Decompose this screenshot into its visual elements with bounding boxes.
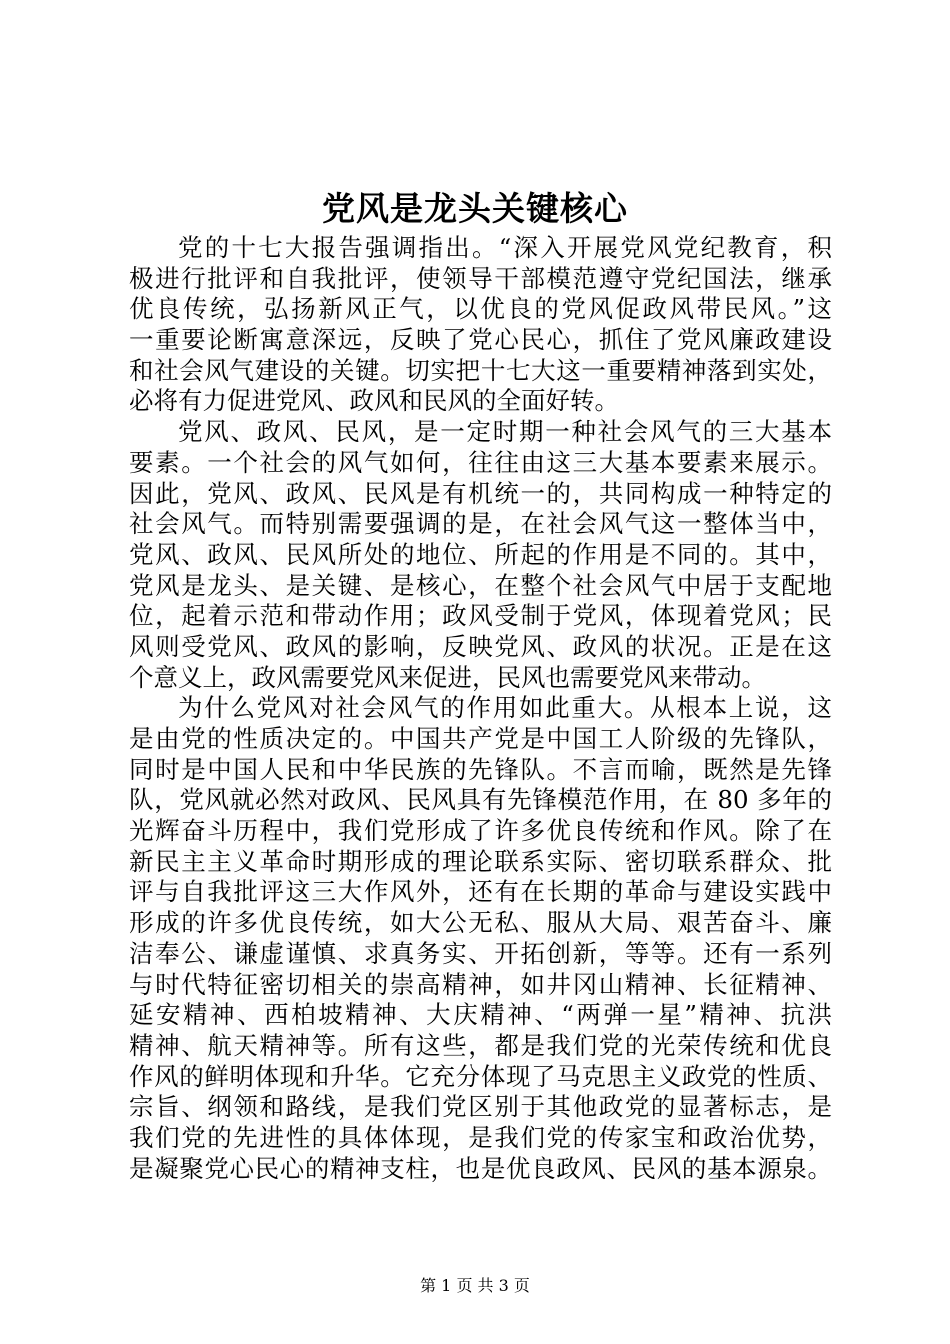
text-line: 一重要论断寓意深远，反映了党心民心，抓住了党风廉政建设 bbox=[129, 325, 832, 355]
text-line: 优良传统，弘扬新风正气，以优良的党风促政风带民风。”这 bbox=[129, 294, 832, 324]
text-line: 作风的鲜明体现和升华。它充分体现了马克思主义政党的性质、 bbox=[129, 1061, 832, 1091]
text-line: 延安精神、西柏坡精神、大庆精神、“两弹一星”精神、抗洪 bbox=[129, 1000, 832, 1030]
text-line: 个意义上，政风需要党风来促进，民风也需要党风来带动。 bbox=[129, 662, 766, 692]
text-line: 党风是龙头、是关键、是核心，在整个社会风气中居于支配地 bbox=[129, 570, 832, 600]
text-line: 是凝聚党心民心的精神支柱，也是优良政风、民风的基本源泉。 bbox=[129, 1153, 832, 1183]
text-line: 我们党的先进性的具体体现，是我们党的传家宝和政治优势， bbox=[129, 1122, 832, 1152]
text-line: 党风、政风、民风所处的地位、所起的作用是不同的。其中， bbox=[129, 539, 832, 569]
text-line: 是由党的性质决定的。中国共产党是中国工人阶级的先锋队， bbox=[129, 724, 832, 753]
text-line: 新民主主义革命时期形成的理论联系实际、密切联系群众、批 bbox=[129, 846, 832, 876]
text-line: 要素。一个社会的风气如何，往往由这三大基本要素来展示。 bbox=[129, 447, 832, 477]
page-footer: 第 1 页 共 3 页 bbox=[420, 1276, 530, 1295]
text-line: 必将有力促进党风、政风和民风的全面好转。 bbox=[129, 386, 619, 416]
text-line: 评与自我批评这三大作风外，还有在长期的革命与建设实践中 bbox=[129, 877, 832, 907]
text-line: 党的十七大报告强调指出。“深入开展党风党纪教育，积 bbox=[178, 233, 832, 262]
text-line: 精神、航天精神等。所有这些，都是我们党的光荣传统和优良 bbox=[129, 1030, 832, 1060]
text-line: 党风、政风、民风，是一定时期一种社会风气的三大基本 bbox=[178, 417, 832, 447]
text-line: 与时代特征密切相关的崇高精神，如井冈山精神、长征精神、 bbox=[129, 969, 832, 999]
text-line: 风则受党风、政风的影响，反映党风、政风的状况。正是在这 bbox=[129, 631, 832, 661]
text-line: 位，起着示范和带动作用；政风受制于党风，体现着党风；民 bbox=[129, 601, 832, 631]
text-line: 为什么党风对社会风气的作用如此重大。从根本上说，这 bbox=[178, 693, 832, 723]
document-body bbox=[129, 233, 832, 1184]
text-line: 形成的许多优良传统，如大公无私、服从大局、艰苦奋斗、廉 bbox=[129, 908, 832, 938]
text-line: 社会风气。而特别需要强调的是，在社会风气这一整体当中， bbox=[129, 509, 832, 539]
text-line: 同时是中国人民和中华民族的先锋队。不言而喻，既然是先锋 bbox=[129, 754, 832, 784]
text-line: 极进行批评和自我批评，使领导干部模范遵守党纪国法，继承 bbox=[129, 263, 832, 293]
text-line: 宗旨、纲领和路线，是我们党区别于其他政党的显著标志，是 bbox=[129, 1092, 832, 1122]
text-line: 光辉奋斗历程中，我们党形成了许多优良传统和作风。除了在 bbox=[129, 816, 832, 846]
text-line: 队，党风就必然对政风、民风具有先锋模范作用，在 80 多年的 bbox=[129, 785, 832, 815]
text-line: 和社会风气建设的关键。切实把十七大这一重要精神落到实处， bbox=[129, 355, 832, 385]
document-title: 党风是龙头关键核心 bbox=[322, 189, 628, 228]
text-line: 因此，党风、政风、民风是有机统一的，共同构成一种特定的 bbox=[129, 478, 832, 508]
text-line: 洁奉公、谦虚谨慎、求真务实、开拓创新，等等。还有一系列 bbox=[129, 938, 832, 968]
